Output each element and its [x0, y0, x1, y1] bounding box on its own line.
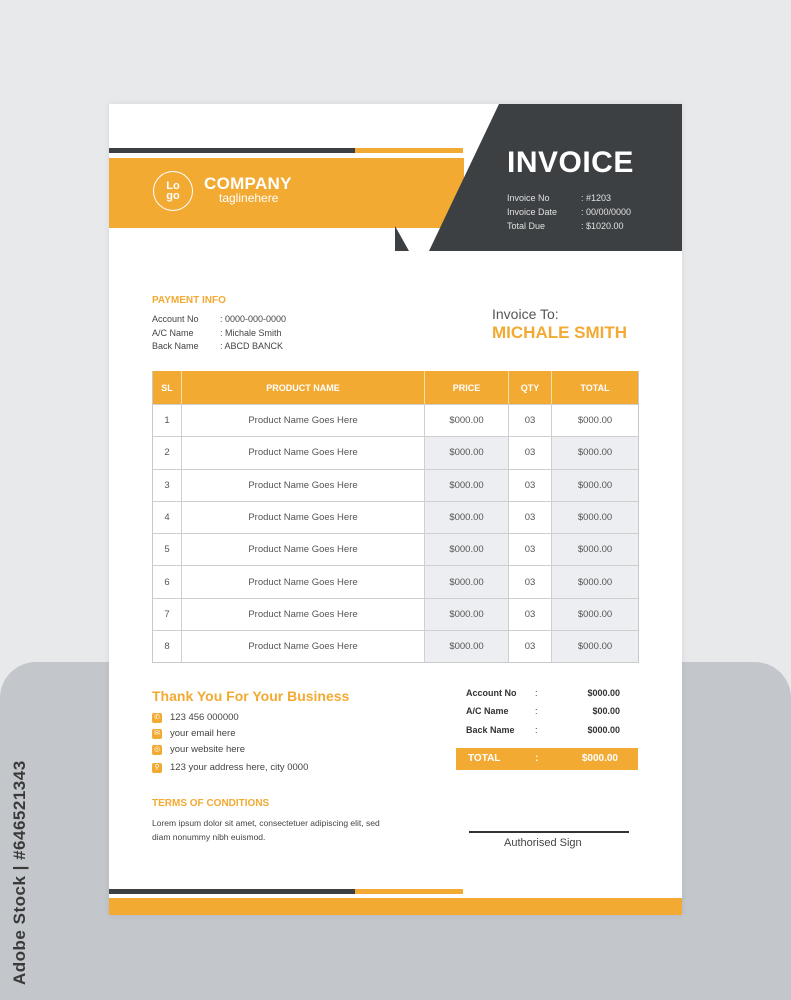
summary-ac-name-label: A/C Name [466, 706, 509, 716]
terms-text: Lorem ipsum dolor sit amet, consectetuer adipiscing elit, sed diam nonummy nibh euismod. [152, 818, 380, 842]
summary-colon: : [535, 706, 538, 716]
cell-total: $000.00 [577, 415, 613, 427]
invoice-sheet [109, 104, 682, 915]
location-icon: ⚲ [152, 763, 162, 773]
grand-total-colon: : [535, 753, 539, 764]
cell-price: $000.00 [425, 599, 509, 630]
cell-product: Product Name Goes Here [182, 631, 425, 662]
cell-product: Product Name Goes Here [182, 534, 425, 565]
cell-sl: 4 [153, 502, 182, 533]
cell-qty: 03 [509, 631, 552, 662]
cell-total: $000.00 [552, 566, 638, 597]
client-name: MICHALE SMITH [492, 323, 628, 342]
cell-price: $000.00 [425, 470, 509, 501]
table-row [153, 469, 638, 501]
cell-total: $000.00 [552, 599, 638, 630]
cell-price: $000.00 [425, 534, 509, 565]
company-name: COMPANY [204, 174, 292, 193]
bottom-band [109, 898, 682, 915]
table-row [153, 501, 638, 533]
invoice-no-label: Invoice No [507, 193, 550, 203]
contact-text: your email here [170, 728, 236, 739]
grand-total-label: TOTAL [468, 753, 501, 764]
summary-account-no-value: $000.00 [587, 688, 620, 698]
items-table [152, 371, 639, 663]
cell-price: $000.00 [425, 437, 509, 468]
grand-total-value: $000.00 [581, 753, 618, 764]
total-due-value: : $1020.00 [581, 221, 624, 231]
bank-name-value: : ABCD BANCK [220, 341, 284, 351]
cell-total: $000.00 [552, 534, 638, 565]
cell-price: $000.00 [425, 566, 509, 597]
cell-qty: 03 [509, 405, 552, 436]
ac-name-value: : Michale Smith [220, 328, 282, 338]
company-tagline: taglinehere [219, 191, 279, 205]
website-icon: ◎ [153, 745, 161, 753]
cell-price: $000.00 [425, 405, 509, 436]
email-icon: ✉ [152, 729, 162, 739]
cell-qty: 03 [509, 437, 552, 468]
cell-qty: 03 [509, 502, 552, 533]
table-row [153, 404, 638, 436]
summary-ac-name-value: $00.00 [592, 706, 620, 716]
cell-product: Product Name Goes Here [182, 566, 425, 597]
summary-account-no-label: Account No [466, 688, 517, 698]
cell-sl: 2 [153, 437, 182, 468]
contact-item [152, 762, 308, 773]
cell-product: Product Name Goes Here [182, 437, 425, 468]
cell-price: $000.00 [425, 631, 509, 662]
top-yellow-stripe [355, 148, 463, 153]
col-product-header: PRODUCT NAME [182, 371, 425, 404]
account-no-label: Account No [152, 314, 199, 324]
summary-colon: : [535, 688, 538, 698]
cell-qty: 03 [509, 470, 552, 501]
thank-you-message: Thank You For Your Business [152, 688, 350, 704]
grand-total-bar [456, 748, 638, 770]
cell-sl: 6 [153, 566, 182, 597]
invoice-title: INVOICE [507, 146, 634, 179]
cell-product: Product Name Goes Here [182, 502, 425, 533]
logo [153, 171, 193, 211]
bottom-yellow-stripe [355, 889, 463, 894]
top-dark-stripe [109, 148, 355, 153]
bottom-dark-stripe [109, 889, 355, 894]
logo-text-bottom: go [166, 190, 180, 202]
total-due-label: Total Due [507, 221, 546, 231]
ac-name-label: A/C Name [152, 328, 194, 338]
cell-qty: 03 [509, 534, 552, 565]
cell-product: Product Name Goes Here [182, 470, 425, 501]
invoice-date-value: : 00/00/0000 [581, 207, 632, 217]
invoice-no-value: : #1203 [581, 193, 612, 203]
table-row [153, 533, 638, 565]
cell-total: $000.00 [552, 437, 638, 468]
cell-product: Product Name Goes Here [182, 599, 425, 630]
cell-qty: 03 [509, 566, 552, 597]
payment-info-heading: PAYMENT INFO [152, 295, 226, 306]
summary-colon: : [535, 725, 538, 735]
cell-sl: 3 [153, 470, 182, 501]
cell-total: $000.00 [552, 502, 638, 533]
col-total-header: TOTAL [580, 382, 610, 393]
contact-text: your website here [170, 744, 245, 755]
account-no-value: : 0000-000-0000 [220, 314, 287, 324]
col-qty-header: QTY [509, 371, 552, 404]
contact-item [152, 712, 239, 723]
cell-total: $000.00 [552, 470, 638, 501]
contact-text: 123 your address here, city 0000 [170, 762, 309, 773]
cell-sl: 5 [153, 534, 182, 565]
col-price-header: PRICE [425, 371, 509, 404]
terms-heading: TERMS OF CONDITIONS [152, 798, 270, 809]
cell-sl: 1 [153, 405, 182, 436]
stock-id-label: Adobe Stock | #646521343 [10, 760, 29, 985]
cell-qty: 03 [509, 599, 552, 630]
logo-text-top: Lo [166, 180, 180, 192]
phone-icon: ✆ [152, 713, 162, 723]
table-body [153, 404, 638, 662]
cell-total: $000.00 [552, 631, 638, 662]
table-row [153, 598, 638, 630]
invoice-to-label: Invoice To: [492, 306, 559, 322]
col-sl-header: SL [153, 371, 182, 404]
cell-price: $000.00 [425, 502, 509, 533]
signature-label: Authorised Sign [504, 837, 582, 849]
table-row [153, 630, 638, 662]
invoice-date-label: Invoice Date [507, 207, 558, 217]
contact-item [152, 744, 245, 755]
cell-sl: 7 [153, 599, 182, 630]
table-header [153, 371, 638, 404]
contact-item [152, 728, 235, 739]
bank-name-label: Back Name [152, 341, 199, 351]
cell-sl: 8 [153, 631, 182, 662]
cell-product: Product Name Goes Here [182, 405, 425, 436]
contact-text: 123 456 000000 [170, 712, 239, 723]
summary-bank-name-value: $000.00 [587, 725, 620, 735]
table-row [153, 436, 638, 468]
signature-line [469, 831, 629, 833]
summary-bank-name-label: Back Name [466, 725, 515, 735]
table-row [153, 565, 638, 597]
